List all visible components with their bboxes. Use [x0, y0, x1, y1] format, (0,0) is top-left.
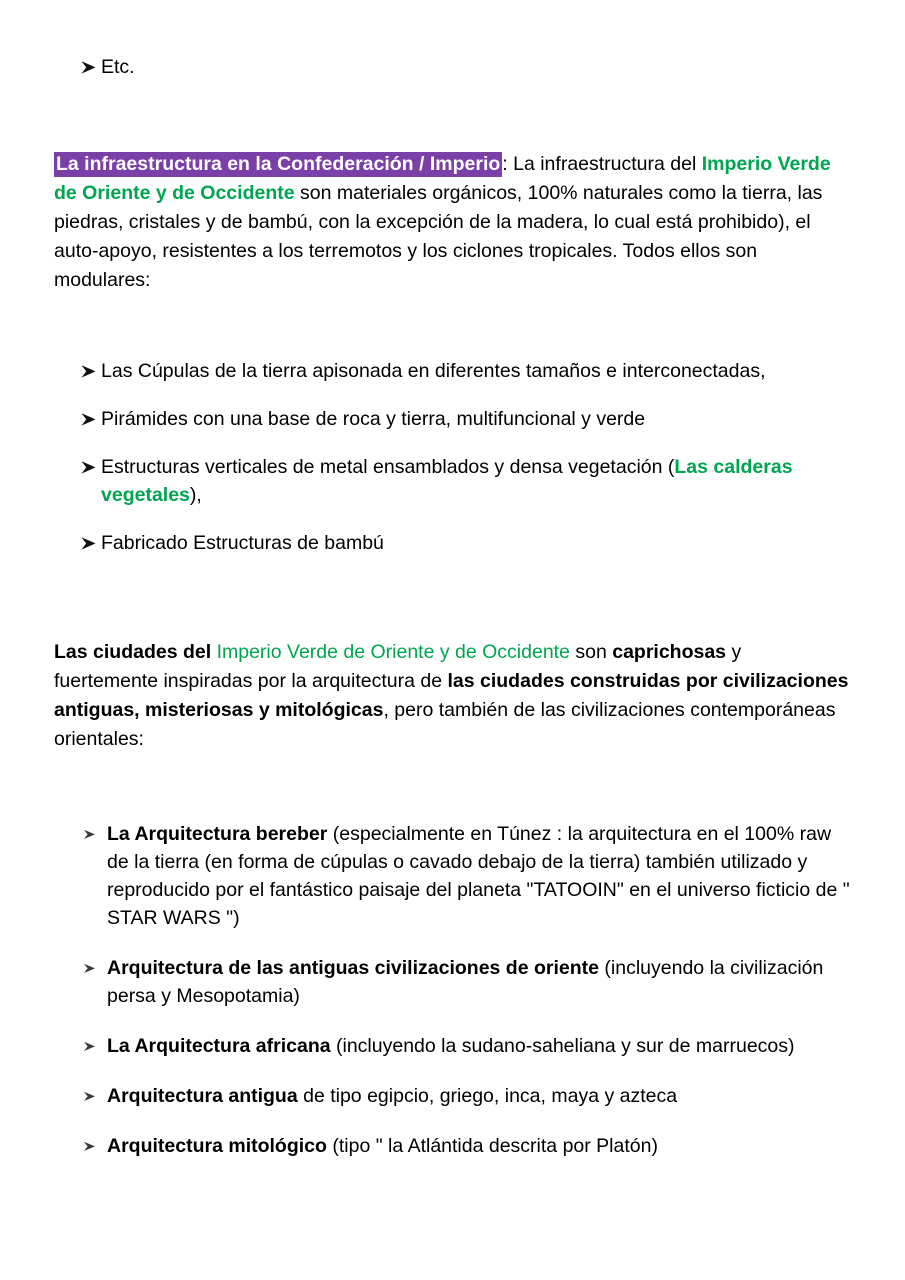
- cities-bold-civilizaciones: las ciudades construidas por civilizaciones antiguas, misteriosas y mitológicas: [54, 670, 849, 721]
- list-item: [54, 1132, 850, 1160]
- list-item-text: [105, 820, 850, 932]
- list-item-rest: (incluyendo la sudano-saheliana y sur de marruecos): [330, 1035, 795, 1057]
- architecture-list: [54, 820, 850, 1182]
- list-item-text: [101, 405, 850, 433]
- list-item-bold: La Arquitectura bereber: [107, 823, 328, 845]
- cities-tail: , pero también de las civilizaciones contemporáneas orientales:: [54, 699, 836, 750]
- infrastructure-intro-block: [54, 150, 850, 295]
- list-item-bold: Arquitectura de las antiguas civilizaciones de oriente: [107, 957, 599, 979]
- cities-bold-caprichosas: caprichosas: [612, 641, 727, 663]
- green-entity-imperio-verde: Imperio Verde de Oriente y de Occidente: [54, 153, 831, 204]
- list-item-bold: Arquitectura mitológico: [107, 1135, 327, 1157]
- list-item-rest: (especialmente en Túnez : la arquitectura en el 100% raw de la tierra (en forma de cúpulas o cavado debajo de la tierra) también utilizado y reproducido por el fantástico paisaje del planeta "TATOOIN" en el universo ficticio de " STAR WARS "): [107, 823, 850, 929]
- list-item-bold: Arquitectura antigua: [107, 1085, 298, 1107]
- list-item: [54, 357, 850, 385]
- arrowhead-bullet-small-icon: [83, 820, 97, 848]
- list-item-text: [101, 453, 850, 509]
- list-item-text: [105, 1082, 850, 1110]
- list-item-rest: de tipo egipcio, griego, inca, maya y azteca: [297, 1085, 678, 1107]
- highlighted-heading: La infraestructura en la Confederación / Imperio: [56, 153, 501, 175]
- arrowhead-bullet-small-icon: [83, 1132, 97, 1160]
- etc-label: Etc.: [101, 56, 135, 78]
- list-item-text: [105, 1132, 850, 1160]
- list-item-rest: (incluyendo la civilización persa y Mesopotamia): [107, 957, 824, 1007]
- cities-lead-bold: Las ciudades del: [54, 641, 212, 663]
- list-item-text: [101, 357, 850, 385]
- arrowhead-bullet-small-icon: [83, 1082, 97, 1110]
- list-item: [54, 954, 850, 1010]
- arrowhead-bullet-icon: [80, 53, 97, 81]
- list-item-main: Las Cúpulas de la tierra apisonada en diferentes tamaños e interconectadas,: [101, 360, 766, 382]
- cities-mid-1: son: [569, 641, 613, 663]
- list-item: [54, 453, 850, 509]
- arrowhead-bullet-small-icon: [83, 1032, 97, 1060]
- arrowhead-bullet-icon: [80, 357, 97, 385]
- list-item-bold: La Arquitectura africana: [107, 1035, 331, 1057]
- green-entity-imperio-verde: Imperio Verde de Oriente y de Occidente: [211, 641, 570, 663]
- list-item: [54, 1032, 850, 1060]
- intro-after-heading: : La infraestructura del: [502, 153, 702, 175]
- list-item-text: [101, 529, 850, 557]
- list-item-tail: ),: [189, 484, 202, 506]
- cities-paragraph: [54, 638, 850, 754]
- list-item-etc: [80, 53, 135, 81]
- arrowhead-bullet-small-icon: [83, 954, 97, 982]
- list-item-text: [105, 1032, 850, 1060]
- green-term-calderas-vegetales: Las calderas vegetales: [101, 456, 793, 506]
- arrowhead-bullet-icon: [80, 529, 97, 557]
- cities-block: [54, 638, 850, 754]
- cities-mid-2: y fuertemente inspiradas por la arquitectura de: [54, 641, 742, 692]
- infrastructure-intro-paragraph: [54, 150, 850, 295]
- list-item-text: [105, 954, 850, 1010]
- list-item: [54, 1082, 850, 1110]
- arrowhead-bullet-icon: [80, 453, 97, 481]
- arrowhead-bullet-icon: [80, 405, 97, 433]
- infrastructure-list: [54, 357, 850, 577]
- list-item-main: Fabricado Estructuras de bambú: [101, 532, 384, 554]
- list-item-rest: (tipo " la Atlántida descrita por Platón): [326, 1135, 658, 1157]
- list-item: [54, 405, 850, 433]
- list-item: [54, 529, 850, 557]
- list-item-main: Estructuras verticales de metal ensamblados y densa vegetación (: [101, 456, 675, 478]
- list-item: [54, 820, 850, 932]
- intro-rest: son materiales orgánicos, 100% naturales como la tierra, las piedras, cristales y de bambú, con la excepción de la madera, lo cual está prohibido), el auto-apoyo, resistentes a los terremotos y los ciclones tropicales. Todos ellos son modulares:: [54, 182, 823, 291]
- list-item-main: Pirámides con una base de roca y tierra, multifuncional y verde: [101, 408, 646, 430]
